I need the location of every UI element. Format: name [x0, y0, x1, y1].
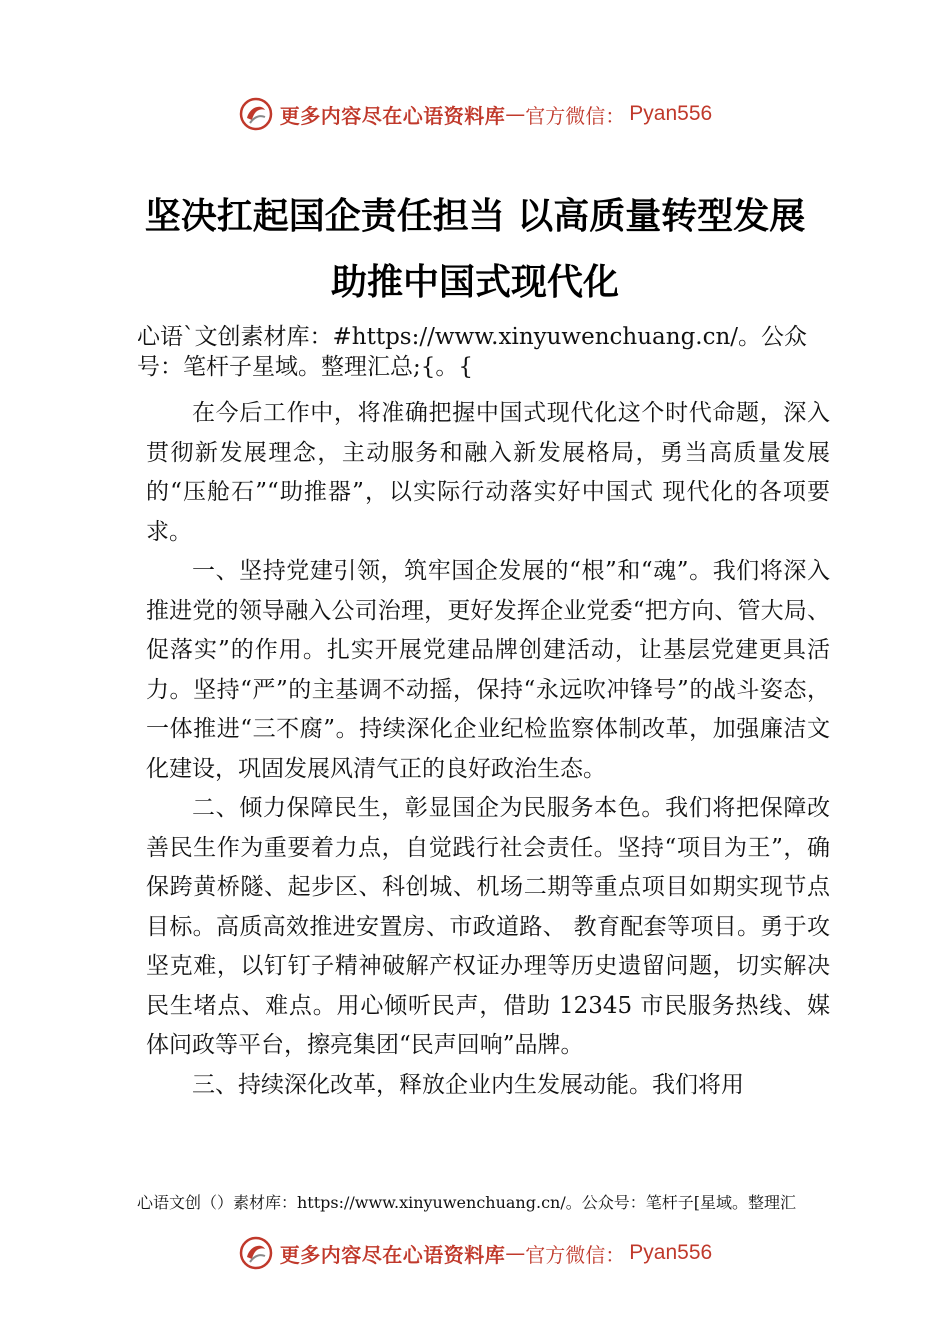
paragraph-three: 三、持续深化改革，释放企业内生发展动能。我们将用	[192, 1071, 744, 1098]
swirl-logo-icon	[238, 1235, 274, 1271]
banner-wechat-id: Pyan556	[629, 102, 713, 125]
document-title-line-1: 坚决扛起国企责任担当 以高质量转型发展	[144, 195, 806, 237]
swirl-logo-icon	[238, 96, 274, 132]
paragraph-one: 一、坚持党建引领，筑牢国企发展的“根”和“魂”。我们将深入推进党的领导融入公司治理，更好发挥企业党委“把方向、管大局、促落实”的作用。扎实开展党建品牌创建活动，让基层党建更具活力。坚持“严”的主基调不动摇，保持“永远吹冲锋号”的战斗姿态，一体推进“三不腐”。持续深化企业纪检监察体制改革，加强廉洁文化建设，巩固发展风清气正的良好政治生态。	[146, 558, 830, 782]
document-body	[146, 394, 830, 1105]
document-title-line-2: 助推中国式现代化	[330, 261, 619, 303]
banner-text: 更多内容尽在心语资料库	[279, 103, 506, 128]
footer-banner	[0, 1233, 950, 1273]
banner-text: 更多内容尽在心语资料库	[279, 1242, 506, 1267]
banner-separator: —	[505, 1241, 526, 1265]
paragraph-two: 二、倾力保障民生，彰显国企为民服务本色。我们将把保障改善民生作为重要着力点，自觉践行社会责任。坚持“项目为王”，确保跨黄桥隧、起步区、科创城、机场二期等重点项目如期实现节点目标。高质高效推进安置房、市政道路、 教育配套等项目。勇于攻坚克难，以钉钉子精神破解产权证办理等历史遗留问题，切实解决民生堵点、难点。用心倾听民声，借助 12345 市民服务热线、媒体问政等平台，擦亮集团“民声回响”品牌。	[146, 795, 830, 1058]
source-line: 心语`文创素材库：#https://www.xinyuwenchuang.cn/。公众号：笔杆子星域。整理汇总;{。{	[137, 324, 808, 380]
footer-source-line: 心语文创（）素材库：https://www.xinyuwenchuang.cn/。公众号：笔杆子[星域。整理汇	[137, 1193, 796, 1212]
banner-wechat-label: 官方微信：	[525, 1242, 626, 1267]
banner-wechat-label: 官方微信：	[525, 103, 626, 128]
banner-wechat-id: Pyan556	[629, 1241, 713, 1264]
paragraph-intro: 在今后工作中，将准确把握中国式现代化这个时代命题，深入贯彻新发展理念，主动服务和融入新发展格局，勇当高质量发展的“压舱石”“助推器”，以实际行动落实好中国式 现代化的各项要求。	[146, 400, 830, 545]
header-banner	[0, 94, 950, 134]
banner-separator: —	[505, 102, 526, 126]
